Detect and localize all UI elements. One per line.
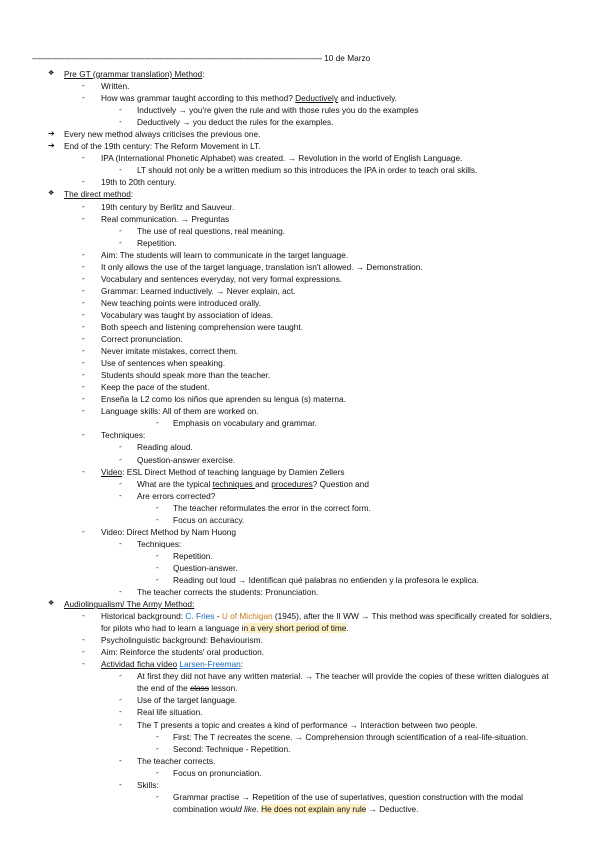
diamond-bullet-icon: ❖ xyxy=(48,600,55,608)
note-text xyxy=(173,743,290,755)
note-line xyxy=(0,586,600,598)
dash-bullet-icon: - xyxy=(156,550,159,560)
arrow-bullet-icon: ➔ xyxy=(48,141,55,151)
text-segment: Deductively xyxy=(295,93,339,104)
text-segment: Students should speak more than the teacher. xyxy=(101,370,271,381)
text-segment: Are errors corrected? xyxy=(137,490,216,501)
text-segment: Reading out loud → Identifican qué palabras no entienden y la profesora le explica. xyxy=(173,574,479,585)
note-text xyxy=(137,225,285,237)
note-text xyxy=(101,634,263,646)
note-text xyxy=(137,164,477,176)
note-line xyxy=(0,610,600,634)
note-line xyxy=(0,405,600,417)
dash-bullet-icon: - xyxy=(156,731,159,741)
dash-bullet-icon: - xyxy=(119,117,122,127)
note-text xyxy=(101,285,295,297)
text-segment: Audiolingualism/ The Army Method: xyxy=(64,599,195,610)
note-text xyxy=(64,140,261,152)
dash-bullet-icon: - xyxy=(119,490,122,500)
note-line xyxy=(0,731,600,743)
dash-bullet-icon: - xyxy=(119,755,122,765)
note-text xyxy=(64,598,194,610)
dash-bullet-icon: - xyxy=(119,165,122,175)
text-segment: Focus on pronunciation. xyxy=(173,767,262,778)
note-text xyxy=(173,562,238,574)
text-segment: Inductively → you're given the rule and with those rules you do the examples xyxy=(137,105,419,116)
text-segment: Grammar practise → Repetition of the use of superlatives, question construction with the modal combination xyxy=(173,791,524,814)
dash-bullet-icon: - xyxy=(119,587,122,597)
note-text xyxy=(137,237,177,249)
text-segment: Both speech and listening comprehension were taught. xyxy=(101,321,304,332)
text-segment: Keep the pace of the student. xyxy=(101,382,210,393)
text-segment: End of the 19th century: The Reform Movement in LT. xyxy=(64,141,261,152)
note-line xyxy=(0,767,600,779)
text-segment: Language skills: All of them are worked on. xyxy=(101,406,259,417)
note-line xyxy=(0,128,600,140)
note-line xyxy=(0,357,600,369)
dash-bullet-icon: - xyxy=(82,659,85,669)
note-text xyxy=(137,538,181,550)
text-segment: Real communication. → Preguntas xyxy=(101,213,230,224)
note-text xyxy=(101,526,236,538)
text-segment: : xyxy=(130,189,134,200)
note-line xyxy=(0,670,600,694)
note-line xyxy=(0,249,600,261)
text-segment: techniques xyxy=(212,478,256,489)
dash-bullet-icon: - xyxy=(82,370,85,380)
note-line xyxy=(0,393,600,405)
note-line xyxy=(0,634,600,646)
text-segment: and inductively. xyxy=(338,93,397,104)
note-line xyxy=(0,285,600,297)
text-segment: C. Fries xyxy=(185,611,215,622)
note-text xyxy=(137,441,193,453)
note-text xyxy=(101,369,270,381)
note-text xyxy=(173,731,528,743)
note-text xyxy=(101,201,234,213)
note-line xyxy=(0,176,600,188)
dash-bullet-icon: - xyxy=(119,707,122,717)
note-line xyxy=(0,80,600,92)
dash-bullet-icon: - xyxy=(82,334,85,344)
date-header: -------------------------------------------------------------------------------------------------------------------------------------- 10 de Marzo xyxy=(32,53,371,63)
dash-bullet-icon: - xyxy=(82,249,85,259)
note-text xyxy=(101,152,462,164)
note-line xyxy=(0,309,600,321)
note-text xyxy=(101,381,209,393)
note-text xyxy=(64,128,260,140)
dash-bullet-icon: - xyxy=(119,671,122,681)
text-segment: At first they did not have any written material. → The teacher will provide the copies of these written dialogues at the end of the xyxy=(137,671,549,694)
note-text xyxy=(101,646,264,658)
text-segment: The teacher corrects the students: Pronunciation. xyxy=(137,587,319,598)
note-text xyxy=(137,586,318,598)
text-segment: Question-answer. xyxy=(173,562,238,573)
note-line xyxy=(0,225,600,237)
text-segment: LT should not only be a written medium so this introduces the IPA in order to teach oral skills. xyxy=(137,165,478,176)
note-line xyxy=(0,706,600,718)
text-segment: 19th century by Berlitz and Sauveur. xyxy=(101,201,235,212)
note-line xyxy=(0,140,600,152)
dash-bullet-icon: - xyxy=(82,321,85,331)
note-text xyxy=(101,658,243,670)
note-line xyxy=(0,791,600,815)
note-line xyxy=(0,490,600,502)
text-segment: What are the typical xyxy=(137,478,213,489)
text-segment: U of Michigan xyxy=(221,611,273,622)
note-text xyxy=(101,249,348,261)
text-segment: Video: Direct Method by Nam Huong xyxy=(101,526,236,537)
dash-bullet-icon: - xyxy=(119,695,122,705)
note-text xyxy=(137,478,369,490)
dash-bullet-icon: - xyxy=(82,647,85,657)
note-line xyxy=(0,273,600,285)
note-text xyxy=(101,466,345,478)
text-segment: The direct method xyxy=(64,189,131,200)
note-text xyxy=(173,574,479,586)
dash-bullet-icon: - xyxy=(82,382,85,392)
text-segment: Second: Technique - Repetition. xyxy=(173,743,291,754)
dash-bullet-icon: - xyxy=(119,237,122,247)
text-segment: would like xyxy=(220,803,257,814)
note-line xyxy=(0,333,600,345)
dash-bullet-icon: - xyxy=(82,466,85,476)
note-line xyxy=(0,369,600,381)
text-segment: Written. xyxy=(101,81,130,92)
dash-bullet-icon: - xyxy=(119,538,122,548)
text-segment: Vocabulary was taught by association of ideas. xyxy=(101,309,274,320)
note-line xyxy=(0,345,600,357)
text-segment: Use of sentences when speaking. xyxy=(101,358,226,369)
text-segment: Focus on accuracy. xyxy=(173,514,245,525)
note-line xyxy=(0,381,600,393)
note-text xyxy=(101,429,145,441)
note-line xyxy=(0,719,600,731)
dash-bullet-icon: - xyxy=(82,309,85,319)
text-segment: : xyxy=(240,659,244,670)
note-text xyxy=(173,502,371,514)
text-segment: The use of real questions, real meaning. xyxy=(137,225,286,236)
text-segment: (1945), after the II WW → This method was specifically created for soldiers, for pilots who had to learn a language i xyxy=(101,611,552,634)
text-segment: Actividad ficha vídeo xyxy=(101,659,178,670)
note-text xyxy=(137,454,235,466)
note-line xyxy=(0,514,600,526)
text-segment: Enseña la L2 como los niños que aprenden su lengua (s) materna. xyxy=(101,394,346,405)
text-segment: First: The T recreates the scene. → Comprehension through scientification of a real-life-situation. xyxy=(173,731,529,742)
text-segment: Aim: Reinforce the students' oral production. xyxy=(101,647,264,658)
text-segment: The T presents a topic and creates a kind of performance → Interaction between two people. xyxy=(137,719,478,730)
note-line xyxy=(0,321,600,333)
text-segment: New teaching points were introduced orally. xyxy=(101,297,261,308)
dash-bullet-icon: - xyxy=(82,285,85,295)
note-line xyxy=(0,201,600,213)
text-segment: Pre GT (grammar translation) Method xyxy=(64,69,203,79)
text-segment: : ESL Direct Method of teaching language by Damien Zellers xyxy=(122,466,345,477)
note-text xyxy=(101,321,303,333)
text-segment: The teacher corrects. xyxy=(137,755,216,766)
dash-bullet-icon: - xyxy=(82,394,85,404)
dash-bullet-icon: - xyxy=(119,454,122,464)
text-segment: and xyxy=(255,478,272,489)
dash-bullet-icon: - xyxy=(82,93,85,103)
text-segment: Larsen-Freeman xyxy=(179,659,241,670)
note-line xyxy=(0,261,600,273)
text-segment: class xyxy=(190,683,209,694)
text-segment: ? Question and xyxy=(312,478,370,489)
dash-bullet-icon: - xyxy=(119,719,122,729)
note-text xyxy=(64,68,205,80)
diamond-bullet-icon: ❖ xyxy=(48,70,55,77)
note-text xyxy=(173,514,244,526)
note-line xyxy=(0,417,600,429)
note-text xyxy=(173,767,262,779)
text-segment: Repetition. xyxy=(137,237,177,248)
note-text xyxy=(101,610,560,634)
diamond-bullet-icon: ❖ xyxy=(48,190,55,198)
text-segment: - xyxy=(214,611,222,622)
note-text xyxy=(101,357,225,369)
notes-list xyxy=(0,68,600,815)
dash-bullet-icon: - xyxy=(119,442,122,452)
dash-bullet-icon: - xyxy=(82,346,85,356)
text-segment: Psycholinguistic background: Behaviourism. xyxy=(101,635,263,646)
dash-bullet-icon: - xyxy=(82,177,85,187)
text-segment: procedures xyxy=(271,478,313,489)
note-text xyxy=(101,176,176,188)
note-text xyxy=(64,188,133,200)
text-segment: How was grammar taught according to this method? xyxy=(101,93,296,104)
text-segment: Every new method always criticises the previous one. xyxy=(64,129,261,140)
note-line xyxy=(0,562,600,574)
note-line xyxy=(0,188,600,200)
note-text xyxy=(101,393,346,405)
dash-bullet-icon: - xyxy=(82,213,85,223)
note-line xyxy=(0,92,600,104)
dash-bullet-icon: - xyxy=(82,261,85,271)
text-segment: Reading aloud. xyxy=(137,442,193,453)
note-line xyxy=(0,779,600,791)
note-line xyxy=(0,478,600,490)
note-text xyxy=(137,670,560,694)
note-line xyxy=(0,116,600,128)
note-text xyxy=(137,779,159,791)
note-line xyxy=(0,104,600,116)
dash-bullet-icon: - xyxy=(156,743,159,753)
text-segment: Techniques: xyxy=(137,538,182,549)
text-segment: Never imitate mistakes, correct them. xyxy=(101,346,238,357)
note-text xyxy=(101,405,259,417)
note-text xyxy=(137,719,478,731)
text-segment: Real life situation. xyxy=(137,707,203,718)
dash-bullet-icon: - xyxy=(119,225,122,235)
note-line xyxy=(0,755,600,767)
note-line xyxy=(0,598,600,610)
text-segment: Question-answer exercise. xyxy=(137,454,236,465)
text-segment: Aim: The students will learn to communicate in the target language. xyxy=(101,249,349,260)
note-text xyxy=(101,213,229,225)
text-segment: . xyxy=(256,803,262,814)
text-segment: : xyxy=(202,69,205,79)
note-text xyxy=(137,755,215,767)
note-text xyxy=(101,333,183,345)
note-text xyxy=(137,694,237,706)
note-text xyxy=(137,116,333,128)
dash-bullet-icon: - xyxy=(82,430,85,440)
note-text xyxy=(173,550,213,562)
dash-bullet-icon: - xyxy=(82,358,85,368)
dash-bullet-icon: - xyxy=(119,105,122,115)
note-text xyxy=(101,261,423,273)
note-text xyxy=(101,273,342,285)
dash-bullet-icon: - xyxy=(82,201,85,211)
text-segment: n a very short period of time xyxy=(243,623,347,634)
dash-bullet-icon: - xyxy=(82,81,85,91)
note-text xyxy=(173,417,317,429)
note-line xyxy=(0,574,600,586)
note-text xyxy=(137,706,203,718)
text-segment: Vocabulary and sentences everyday, not very formal expressions. xyxy=(101,273,343,284)
note-line xyxy=(0,441,600,453)
note-text xyxy=(101,80,129,92)
note-text xyxy=(101,309,273,321)
note-line xyxy=(0,658,600,670)
note-line xyxy=(0,429,600,441)
dash-bullet-icon: - xyxy=(156,514,159,524)
text-segment: Video xyxy=(101,466,123,477)
note-line xyxy=(0,646,600,658)
text-segment: 19th to 20th century. xyxy=(101,177,177,188)
dash-bullet-icon: - xyxy=(119,779,122,789)
text-segment: . xyxy=(346,623,349,634)
note-line xyxy=(0,454,600,466)
text-segment: Deductively → you deduct the rules for the examples. xyxy=(137,117,334,128)
dash-bullet-icon: - xyxy=(82,297,85,307)
dash-bullet-icon: - xyxy=(119,478,122,488)
text-segment: Grammar: Learned inductively. → Never explain, act. xyxy=(101,285,296,296)
text-segment: Repetition. xyxy=(173,550,213,561)
text-segment: Skills: xyxy=(137,779,159,790)
note-line xyxy=(0,237,600,249)
dash-bullet-icon: - xyxy=(82,611,85,621)
note-line xyxy=(0,297,600,309)
text-segment: Use of the target language. xyxy=(137,695,238,706)
dash-bullet-icon: - xyxy=(156,767,159,777)
dash-bullet-icon: - xyxy=(82,635,85,645)
note-line xyxy=(0,152,600,164)
note-line xyxy=(0,694,600,706)
text-segment: It only allows the use of the target language, translation isn't allowed. → Demonstration. xyxy=(101,261,423,272)
dash-bullet-icon: - xyxy=(156,502,159,512)
note-line xyxy=(0,743,600,755)
text-segment: He does not explain any rule xyxy=(261,803,367,814)
dash-bullet-icon: - xyxy=(156,418,159,428)
text-segment: Emphasis on vocabulary and grammar. xyxy=(173,418,317,429)
note-text xyxy=(101,345,238,357)
arrow-bullet-icon: ➔ xyxy=(48,129,55,139)
text-segment: Correct pronunciation. xyxy=(101,334,183,345)
note-line xyxy=(0,213,600,225)
note-line xyxy=(0,550,600,562)
dash-bullet-icon: - xyxy=(156,574,159,584)
note-text xyxy=(173,791,560,815)
note-line xyxy=(0,466,600,478)
text-segment: The teacher reformulates the error in the correct form. xyxy=(173,502,371,513)
dash-bullet-icon: - xyxy=(156,791,159,801)
text-segment: Techniques: xyxy=(101,430,146,441)
note-line xyxy=(0,502,600,514)
note-text xyxy=(137,490,215,502)
date-label: 10 de Marzo xyxy=(324,53,371,63)
note-line xyxy=(0,526,600,538)
dash-bullet-icon: - xyxy=(82,273,85,283)
note-line xyxy=(0,68,600,80)
text-segment: IPA (International Phonetic Alphabet) was created. → Revolution in the world of English Language. xyxy=(101,153,463,164)
text-segment: Historical background: xyxy=(101,611,186,622)
note-text xyxy=(101,92,397,104)
note-line xyxy=(0,164,600,176)
dash-bullet-icon: - xyxy=(82,526,85,536)
dash-bullet-icon: - xyxy=(82,406,85,416)
note-text xyxy=(137,104,419,116)
dash-bullet-icon: - xyxy=(156,562,159,572)
note-text xyxy=(101,297,261,309)
text-segment: → Deductive. xyxy=(366,803,419,814)
text-segment: lesson. xyxy=(208,683,238,694)
note-line xyxy=(0,538,600,550)
dash-bullet-icon: - xyxy=(82,153,85,163)
